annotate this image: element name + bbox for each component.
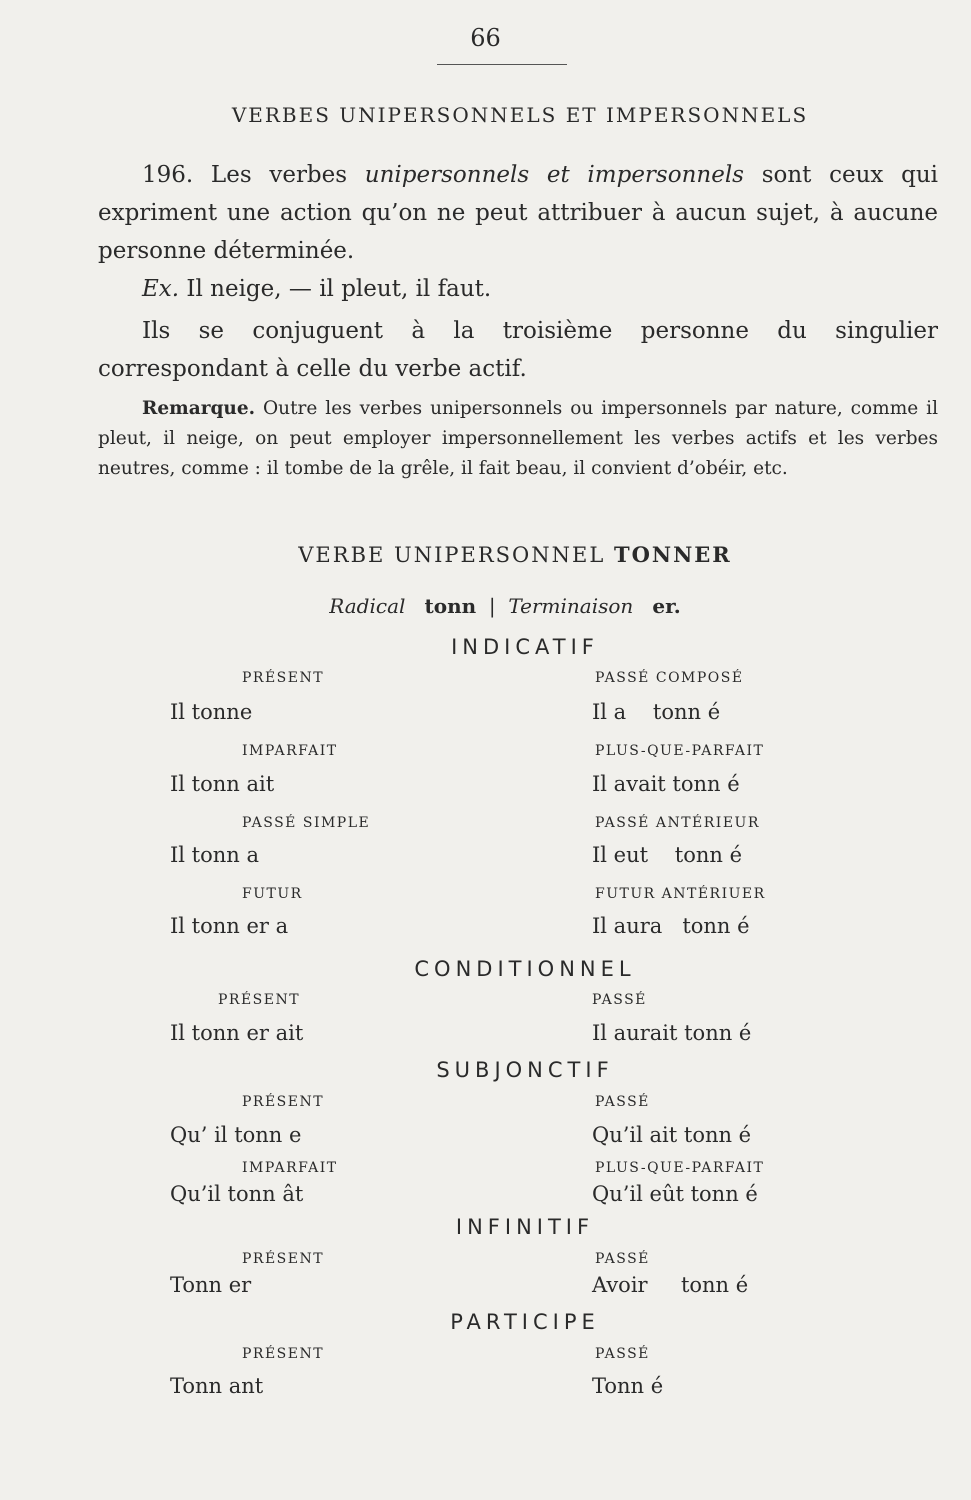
tense-form: Il tonne [170,700,253,724]
tense-form: Avoir tonn é [592,1273,749,1297]
section-conditionnel: CONDITIONNEL [414,957,636,981]
tense-label: PASSÉ ANTÉRIEUR [595,815,760,831]
tense-label: PLUS-QUE-PARFAIT [595,1160,765,1176]
tense-label: IMPARFAIT [242,743,338,759]
tense-form: Il aurait tonn é [592,1021,752,1045]
example-text: Il neige, — il pleut, il faut. [179,276,492,302]
tense-form: Il eut tonn é [592,843,743,867]
radical-label: Radical [329,594,406,618]
radical-value: tonn [424,594,477,618]
paragraph-text: Les verbes [193,162,365,188]
tense-form: Qu’il tonn ât [170,1182,304,1206]
section-participe: PARTICIPE [450,1310,600,1334]
tense-label: PASSÉ [595,1346,650,1362]
verb-name: TONNER [613,542,732,567]
tense-form: Il tonn er a [170,914,289,938]
tense-label: PLUS-QUE-PARFAIT [595,743,765,759]
tense-label: FUTUR [242,886,303,902]
tense-form: Il a tonn é [592,700,721,724]
tense-form: Tonn er [170,1273,252,1297]
tense-form: Il tonn a [170,843,260,867]
paragraph-conjugation: Ils se conjuguent à la troisième personne du singulier correspondant à celle du verbe actif. [98,318,938,382]
tense-label: PRÉSENT [242,670,325,686]
section-infinitif: INFINITIF [455,1215,595,1239]
tense-form: Qu’il ait tonn é [592,1123,752,1147]
tense-form: Il aura tonn é [592,914,750,938]
tense-label: PRÉSENT [242,1346,325,1362]
page-number: 66 [470,24,501,52]
emphasis-text: unipersonnels et impersonnels [364,162,744,188]
remark-paragraph [98,394,938,484]
tense-form: Tonn ant [170,1374,264,1398]
tense-form: Qu’ il tonn e [170,1123,302,1147]
example-line [98,270,938,308]
verb-title-text: VERBE UNIPERSONNEL [298,543,614,567]
tense-form: Qu’il eût tonn é [592,1182,758,1206]
verb-title [0,542,971,567]
tense-label: IMPARFAIT [242,1160,338,1176]
remark-label: Remarque. [142,398,256,419]
tense-label: PASSÉ [595,1251,650,1267]
example-label: Ex. [142,276,180,302]
remark-text: Outre les verbes unipersonnels ou impersonnels par nature, comme il pleut, il neige, on peut employer impersonnellement les verbes actifs et les verbes neutres, comme : il tombe de la grêle, il fait beau, il convient d’obéir, etc. [98,398,938,479]
chapter-title: VERBES UNIPERSONNELS ET IMPERSONNELS [231,103,809,127]
tense-label: PASSÉ [592,992,647,1008]
tense-label: PASSÉ [595,1094,650,1110]
tense-label: PRÉSENT [242,1094,325,1110]
radical-separator: | [488,594,496,618]
tense-label: PRÉSENT [242,1251,325,1267]
tense-form: Tonn é [592,1374,664,1398]
tense-form: Il avait tonn é [592,772,740,796]
paragraph-196 [98,156,938,270]
tense-label: PRÉSENT [218,992,301,1008]
radical-line [0,594,971,618]
tense-form: Il tonn er ait [170,1021,304,1045]
section-indicatif: INDICATIF [451,635,599,659]
termination-label: Terminaison [508,594,634,618]
termination-value: er. [652,594,681,618]
paragraph-text: sont ceux qui expriment une action qu’on ne peut attribuer à aucun sujet, à aucune personne déterminée. [98,162,938,264]
tense-label: PASSÉ COMPOSÉ [595,670,744,686]
paragraph-number: 196. [142,162,194,188]
tense-label: FUTUR ANTÉRIUER [595,886,766,902]
tense-form: Il tonn ait [170,772,275,796]
section-subjonctif: SUBJONCTIF [436,1058,614,1082]
tense-label: PASSÉ SIMPLE [242,815,371,831]
page-number-rule [437,64,567,65]
